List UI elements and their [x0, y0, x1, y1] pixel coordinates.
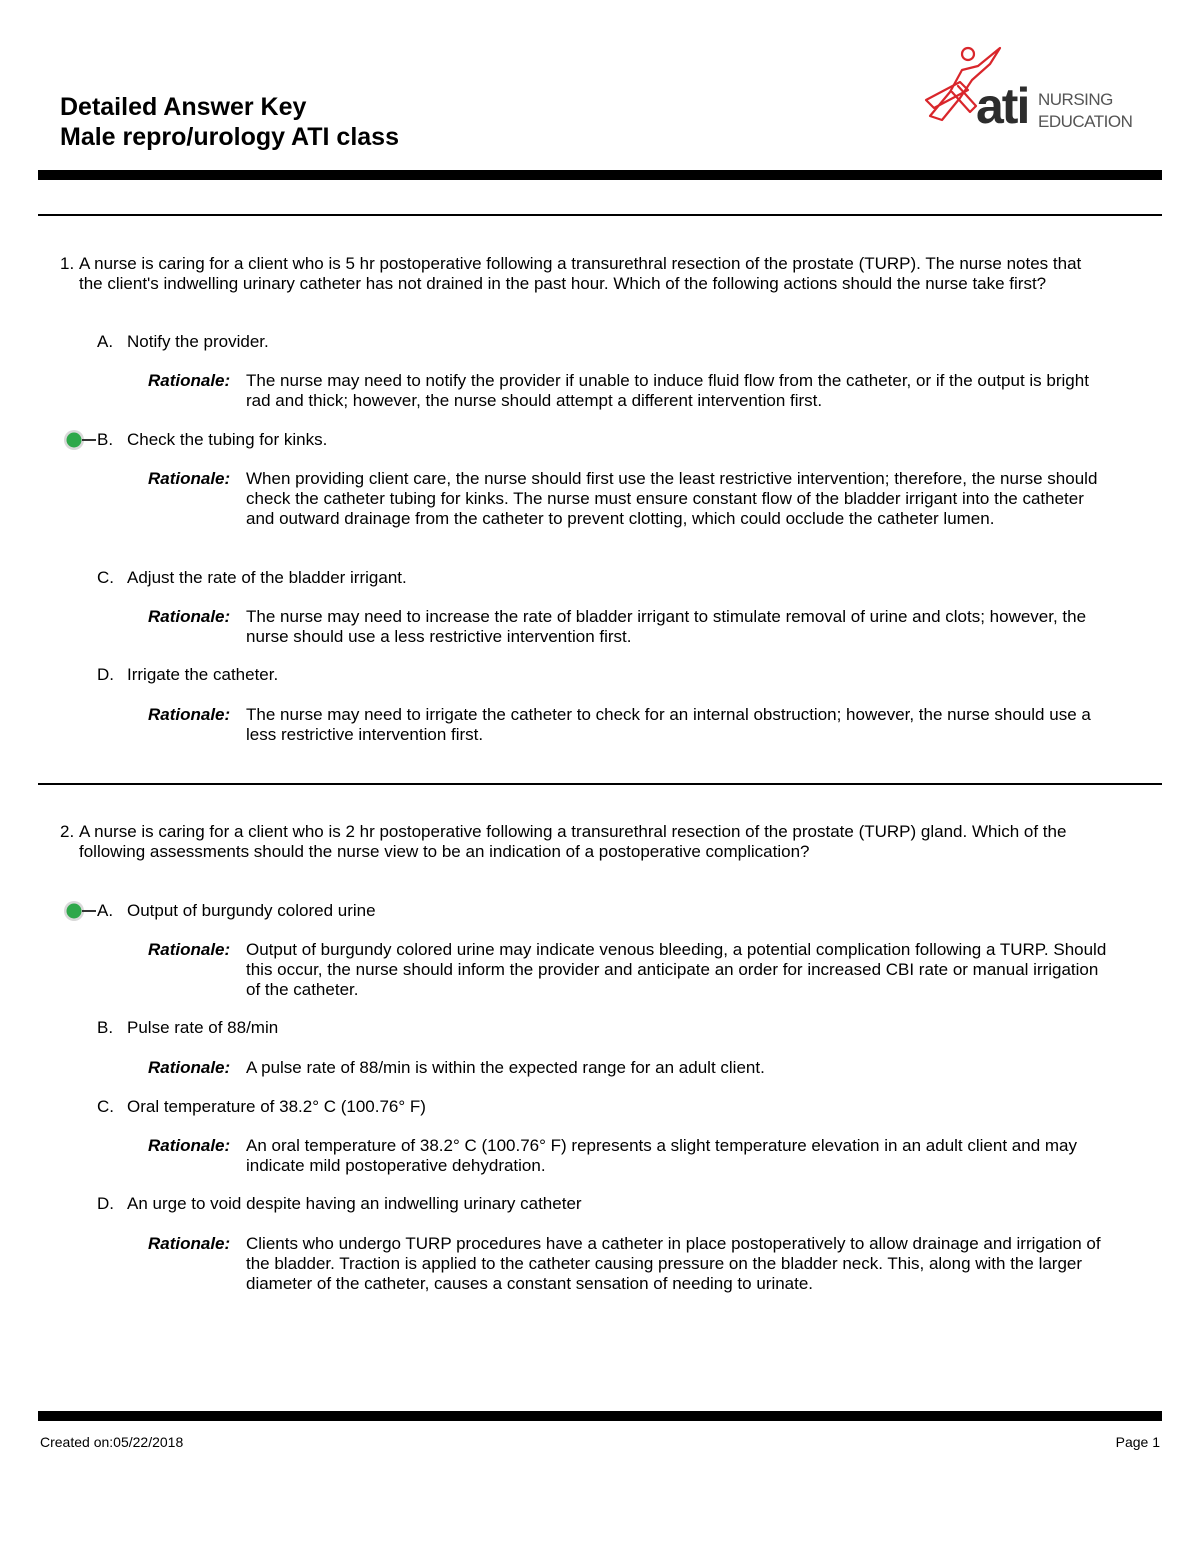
rationale-2d — [148, 1234, 1108, 1294]
option-letter: D. — [97, 665, 114, 684]
rationale-text: Output of burgundy colored urine may indicate venous bleeding, a potential complication following a TURP. Should this occur, the nurse should inform the provider and anticipate an order for increased CBI rate or manual irrigation of the catheter. — [246, 940, 1107, 999]
page-title — [60, 92, 399, 152]
option-text: An urge to void despite having an indwelling urinary catheter — [127, 1194, 582, 1213]
option-letter: D. — [97, 1194, 114, 1213]
rationale-label: Rationale: — [148, 1058, 231, 1077]
footer-divider — [38, 1411, 1162, 1421]
rationale-label: Rationale: — [148, 607, 231, 626]
rationale-text: The nurse may need to increase the rate of bladder irrigant to stimulate removal of urine and clots; however, the nurse should use a less restrictive intervention first. — [246, 607, 1087, 646]
option-text: Irrigate the catheter. — [127, 665, 279, 684]
option-letter: B. — [97, 430, 114, 449]
rationale-1a — [148, 371, 1108, 411]
question-number: 2. — [60, 822, 75, 841]
option-1c — [97, 568, 407, 588]
question-divider — [38, 783, 1162, 785]
rationale-1b — [148, 469, 1108, 529]
rationale-text: The nurse may need to irrigate the catheter to check for an internal obstruction; however, the nurse should use a less restrictive intervention first. — [246, 705, 1091, 744]
option-letter: B. — [97, 1018, 114, 1037]
option-text: Output of burgundy colored urine — [127, 901, 376, 920]
question-divider — [38, 214, 1162, 216]
question-text: A nurse is caring for a client who is 5 hr postoperative following a transurethral resection of the prostate (TURP). The nurse notes that the client's indwelling urinary catheter has not drained in the past hour. Which of the following actions should the nurse take first? — [79, 254, 1082, 293]
option-text: Pulse rate of 88/min — [127, 1018, 279, 1037]
option-1b — [97, 430, 327, 450]
rationale-2c — [148, 1136, 1108, 1176]
rationale-1c — [148, 607, 1108, 647]
option-text: Adjust the rate of the bladder irrigant. — [127, 568, 407, 587]
option-1a — [97, 332, 269, 352]
correct-answer-marker-icon — [60, 899, 100, 923]
option-letter: C. — [97, 568, 114, 587]
option-1d — [97, 665, 278, 685]
option-text: Check the tubing for kinks. — [127, 430, 328, 449]
title-line-1: Detailed Answer Key — [60, 93, 307, 121]
rationale-label: Rationale: — [148, 940, 231, 959]
rationale-2a — [148, 940, 1108, 1000]
question-1 — [60, 254, 1100, 294]
rationale-text: An oral temperature of 38.2° C (100.76° F) represents a slight temperature elevation in an adult client and may indicate mild postoperative dehydration. — [246, 1136, 1077, 1175]
correct-answer-marker-icon — [60, 428, 100, 452]
option-letter: A. — [97, 332, 114, 351]
rationale-label: Rationale: — [148, 469, 231, 488]
question-2 — [60, 822, 1100, 862]
rationale-label: Rationale: — [148, 705, 231, 724]
option-2d — [97, 1194, 582, 1214]
option-letter: C. — [97, 1097, 114, 1116]
logo-line-1: NURSING — [1038, 90, 1113, 109]
option-text: Notify the provider. — [127, 332, 269, 351]
created-date: Created on:05/22/2018 — [40, 1434, 184, 1450]
rationale-label: Rationale: — [148, 371, 231, 390]
logo-line-2: EDUCATION — [1038, 112, 1133, 131]
option-2b — [97, 1018, 278, 1038]
option-text: Oral temperature of 38.2° C (100.76° F) — [127, 1097, 426, 1116]
rationale-2b — [148, 1058, 1108, 1078]
logo-brand: ati — [976, 78, 1029, 134]
question-number: 1. — [60, 254, 75, 273]
option-2c — [97, 1097, 426, 1117]
rationale-text: Clients who undergo TURP procedures have a catheter in place postoperatively to allow drainage and irrigation of the bladder. Traction is applied to the catheter causing pressure on the bladder neck. This, along with the larger diameter of the catheter, causes a constant sensation of needing to urinate. — [246, 1234, 1101, 1293]
rationale-label: Rationale: — [148, 1234, 231, 1253]
question-text: A nurse is caring for a client who is 2 hr postoperative following a transurethral resection of the prostate (TURP) gland. Which of the following assessments should the nurse view to be an indication of a postoperative complication? — [79, 822, 1067, 861]
page-number: Page 1 — [1115, 1434, 1160, 1450]
ati-logo — [920, 40, 1133, 140]
option-2a — [97, 901, 376, 921]
rationale-1d — [148, 705, 1108, 745]
rationale-text: The nurse may need to notify the provider if unable to induce fluid flow from the catheter, or if the output is bright rad and thick; however, the nurse should attempt a different intervention first. — [246, 371, 1089, 410]
rationale-label: Rationale: — [148, 1136, 231, 1155]
option-letter: A. — [97, 901, 114, 920]
header-divider — [38, 170, 1162, 180]
title-line-2: Male repro/urology ATI class — [60, 123, 399, 151]
rationale-text: When providing client care, the nurse should first use the least restrictive intervention; therefore, the nurse should check the catheter tubing for kinks. The nurse must ensure constant flow of the bladder irrigant into the catheter and outward drainage from the catheter to prevent clotting, which could occlude the catheter lumen. — [246, 469, 1098, 528]
rationale-text: A pulse rate of 88/min is within the expected range for an adult client. — [246, 1058, 765, 1077]
